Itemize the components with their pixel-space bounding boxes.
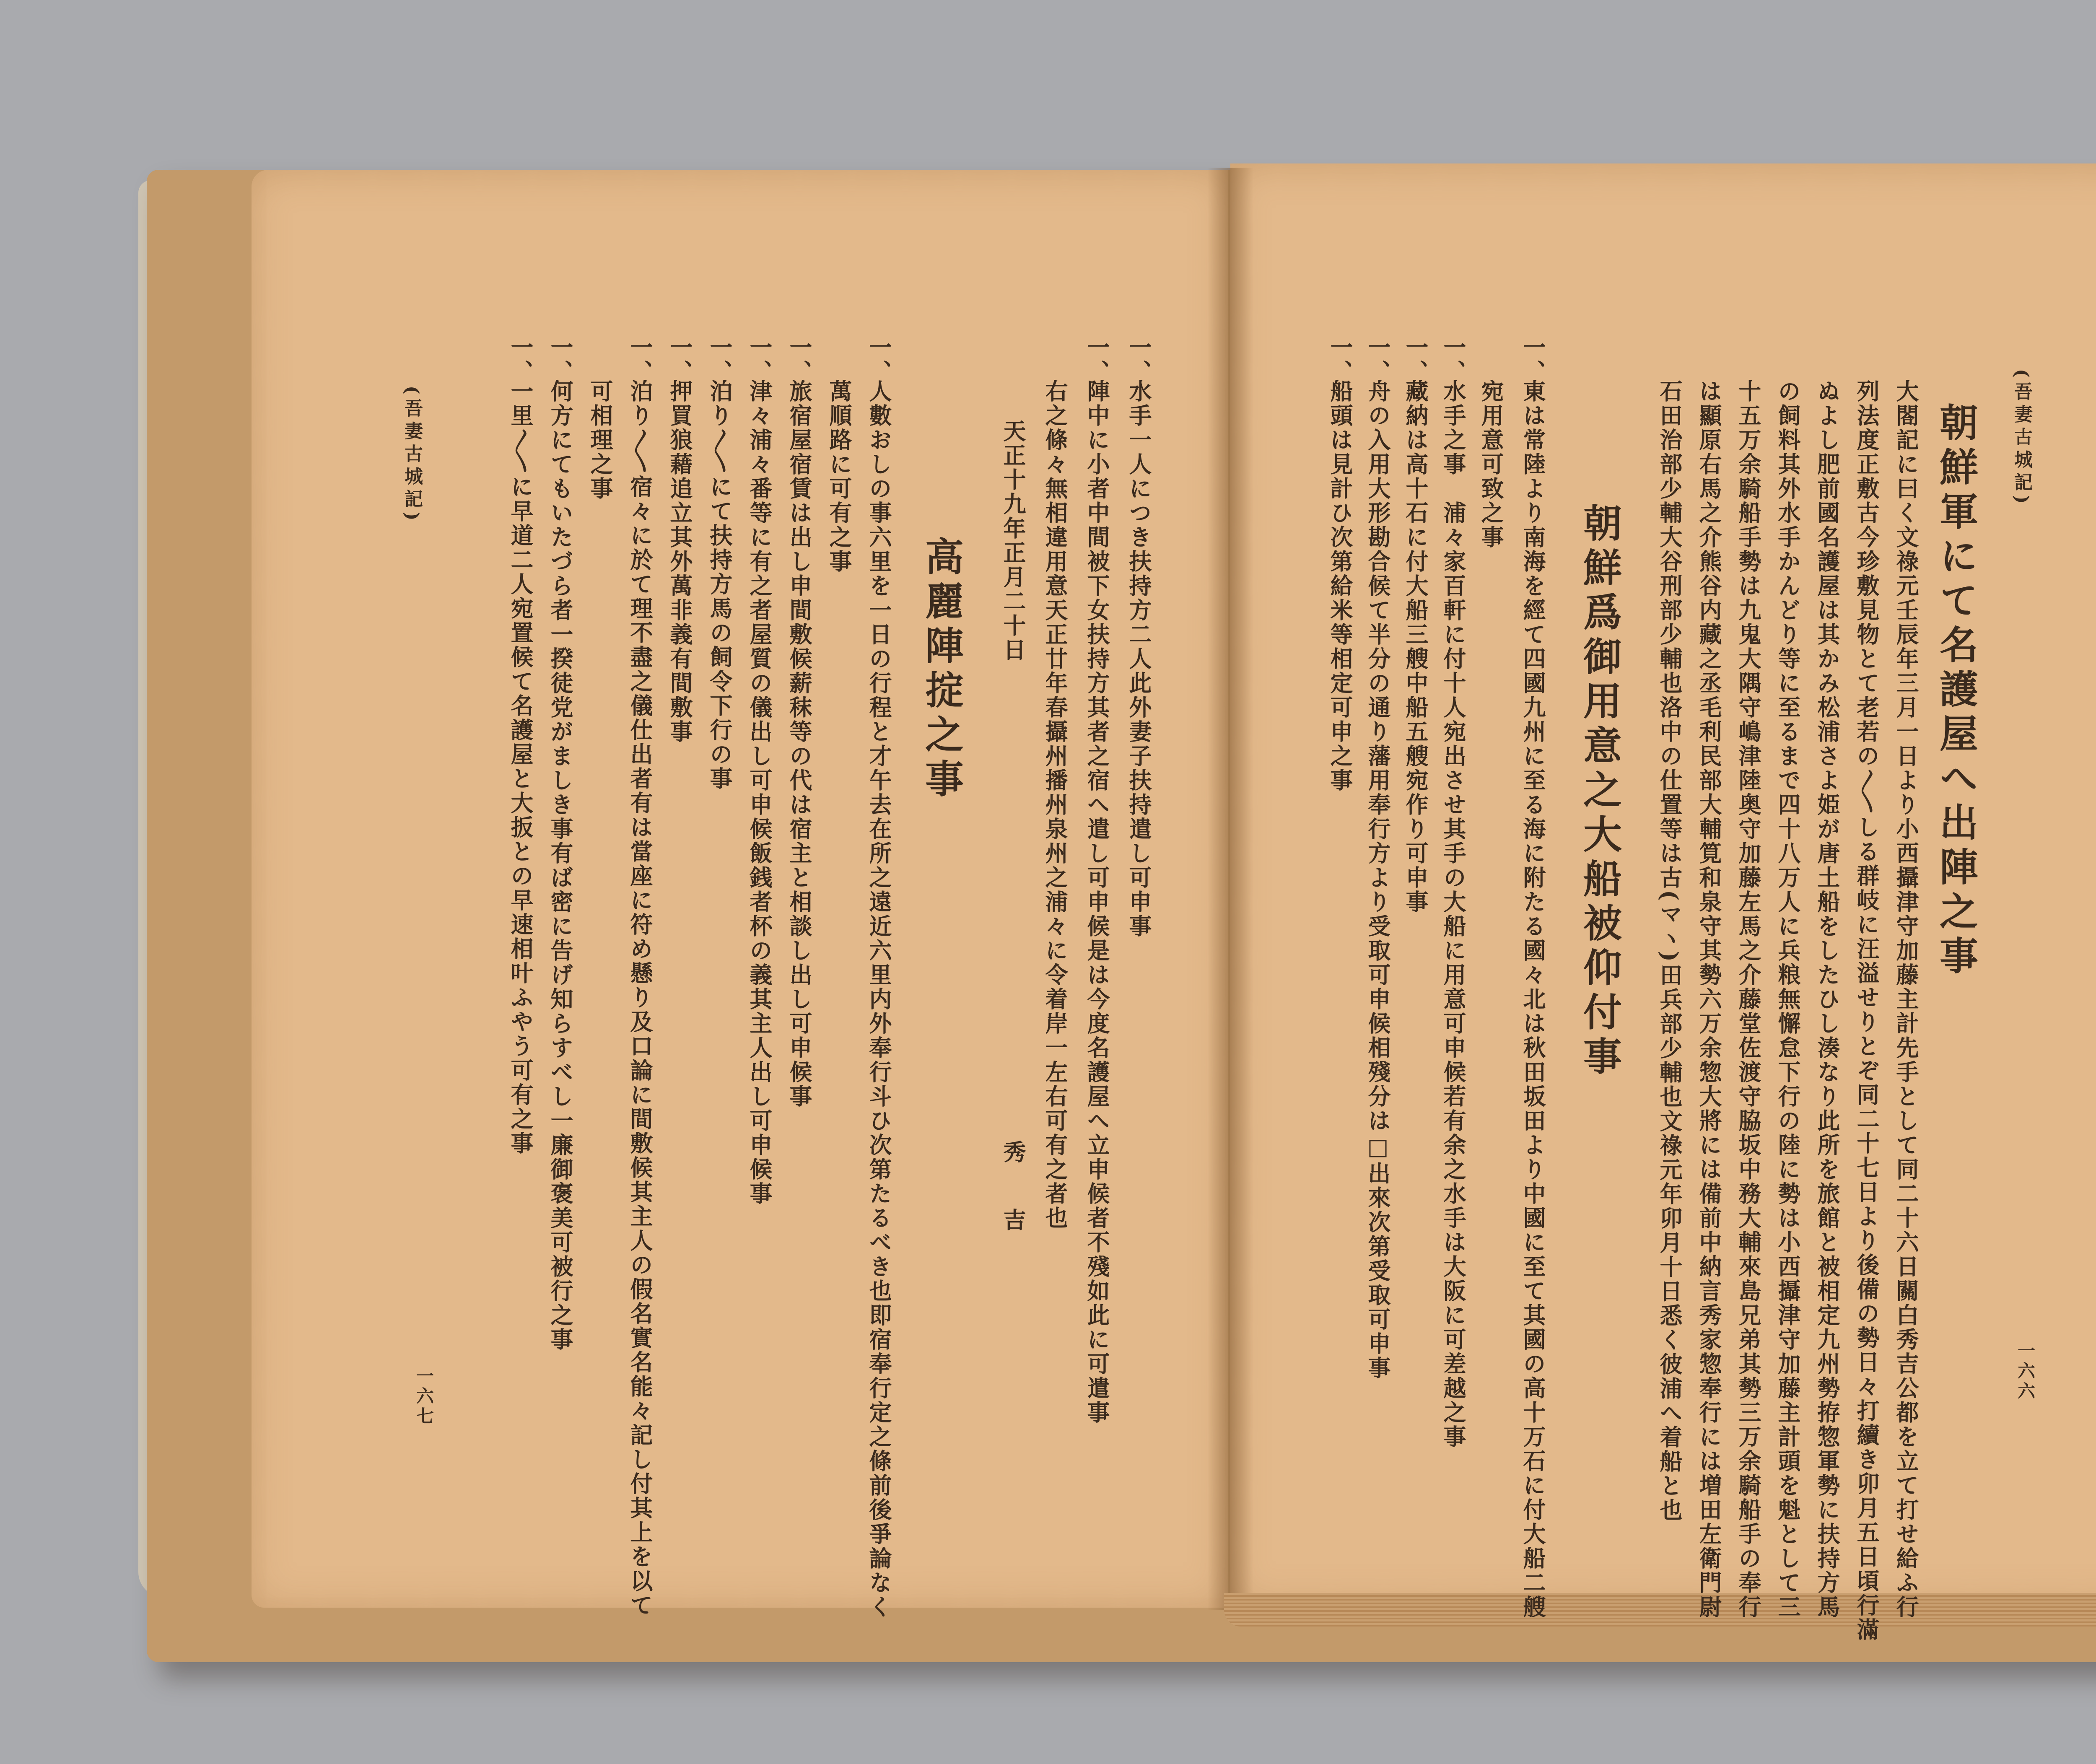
list-item-marker: 一、 xyxy=(1084,335,1110,384)
date-line: 天正十九年正月二十日 xyxy=(1000,419,1027,662)
running-header: (吾妻古城記) xyxy=(2011,369,2032,508)
list-item-text: 人數おしの事六里を一日の行程と才午去在所之遠近六里内外奉行斗ひ次第たるべき也即宿奉行定之條前後爭論なく xyxy=(866,379,892,1619)
list-item-text: 泊り〳〵宿々に於て理不盡之儀仕出者有は當座に符め懸り及口論に間敷候其主人の假名實名能々記し付其上を以て xyxy=(627,379,654,1618)
list-item-text: 右之條々無相違用意天正廿年春攝州播州泉州之浦々に令着岸一左右可有之者也 xyxy=(1042,379,1069,1230)
page-number: 一六六 xyxy=(2015,1341,2036,1402)
list-item-text: 水手一人につき扶持方二人此外妻子扶持遣し可申事 xyxy=(1126,379,1152,939)
page-edges-bottom xyxy=(1224,1593,2096,1627)
list-item-marker: 一、 xyxy=(627,335,654,384)
body-text-line: の飼料其外水手かんどり等に至るまで四十八万人に兵粮無懈怠下行の陸に勢は小西攝津守加藤主計頭を魁として三 xyxy=(1774,379,1801,1619)
list-item-text: 宛用意可致之事 xyxy=(1478,379,1505,550)
list-item-text: 水手之事 浦々家百軒に付十人宛出させ其手の大船に用意可申候若有余之水手は大阪に可差越之事 xyxy=(1440,379,1467,1449)
page-number: 一六七 xyxy=(414,1367,434,1427)
list-item-marker: 一、 xyxy=(547,335,574,384)
list-item-marker: 一、 xyxy=(1440,335,1467,384)
body-text-line: 大閤記に曰く文祿元壬辰年三月一日より小西攝津守加藤主計先手として同二十六日關白秀吉公都を立て打せ給ふ行 xyxy=(1893,379,1920,1619)
list-item-text: 旅宿屋宿賃は出し申間敷候薪秣等の代は宿主と相談し出し可申候事 xyxy=(786,379,813,1109)
list-item-text: 舟の入用大形勘合候て半分の通り藩用奉行方より受取可申候相殘分は□出來次第受取可申事 xyxy=(1364,379,1391,1380)
section-title: 朝鮮爲御用意之大船被仰付事 xyxy=(1577,503,1622,1081)
body-text-line: ぬよし肥前國名護屋は其かみ松浦さよ姫が唐土船をしたひし湊なり此所を旅館と被相定九州勢拵惣軍勢に扶持方馬 xyxy=(1814,379,1841,1619)
list-item-marker: 一、 xyxy=(1364,335,1391,384)
list-item-marker: 一、 xyxy=(667,335,693,384)
signature: 秀 吉 xyxy=(1000,1140,1027,1231)
list-item-text: 何方にてもいたづら者一揆徒党がましき事有ば密に告げ知らすべし一廉御褒美可被行之事 xyxy=(547,379,574,1352)
running-header: (吾妻古城記) xyxy=(401,386,423,525)
body-text-line: 十五万余騎船手勢は九鬼大隅守嶋津陸奥守加藤左馬之介藤堂佐渡守脇坂中務大輔來島兄弟其勢三万余騎船手の奉行 xyxy=(1735,379,1762,1619)
list-item-marker: 一、 xyxy=(507,335,534,384)
list-item-marker: 一、 xyxy=(706,335,733,384)
list-item-text: 一里〳〵に早道二人宛置候て名護屋と大扳との早速相叶ふやう可有之事 xyxy=(507,379,534,1156)
body-text-line: 石田治部少輔大谷刑部少輔也洛中の仕置等は古(マヽ)田兵部少輔也文祿元年卯月十日悉く彼浦へ着船と也 xyxy=(1656,379,1683,1523)
list-item-text: 押買狼藉追立其外萬非義有間敷事 xyxy=(667,379,693,744)
list-item-marker: 一、 xyxy=(1327,335,1354,384)
list-item-text: 泊り〳〵にて扶持方馬の飼令下行の事 xyxy=(706,379,733,791)
list-item-text: 藏納は高十石に付大船三艘中船五艘宛作り可申事 xyxy=(1402,379,1429,914)
list-item-text: 船頭は見計ひ次第給米等相定可申之事 xyxy=(1327,379,1354,793)
list-item-text: 可相理之事 xyxy=(587,379,614,501)
left-page xyxy=(252,170,1228,1608)
body-text-line: は顯原右馬之介熊谷内藏之丞毛利民部大輔筧和泉守其勢六万余惣大將には備前中納言秀家惣奉行には増田左衛門尉 xyxy=(1696,379,1722,1619)
book-gutter xyxy=(1207,168,1253,1610)
body-text-line: 列法度正敷古今珍敷見物とて老若の〳〵しる群岐に汪溢せりとぞ同二十七日より後備の勢日々打續き卯月五日頃行滿 xyxy=(1853,379,1880,1642)
list-item-marker: 一、 xyxy=(1126,335,1152,384)
list-item-text: 東は常陸より南海を經て四國九州に至る海に附たる國々北は秋田坂田より中國に至て其國の高十万石に付大船二艘 xyxy=(1520,379,1546,1619)
list-item-text: 津々浦々番等に有之者屋質の儀出し可申候飯銭者杯の義其主人出し可申候事 xyxy=(746,379,773,1206)
list-item-marker: 一、 xyxy=(866,335,892,384)
list-item-marker: 一、 xyxy=(1520,335,1546,384)
list-item-text: 陣中に小者中間被下女扶持方其者之宿へ遣し可申候是は今度名護屋へ立申候者不殘如此に可遣事 xyxy=(1084,379,1110,1425)
list-item-marker: 一、 xyxy=(746,335,773,384)
list-item-text: 萬順路に可有之事 xyxy=(826,379,853,574)
section-title: 朝鮮軍にて名護屋へ出陣之事 xyxy=(1933,402,1979,980)
list-item-marker: 一、 xyxy=(1402,335,1429,384)
list-item-marker: 一、 xyxy=(786,335,813,384)
section-title: 高麗陣掟之事 xyxy=(919,537,964,803)
